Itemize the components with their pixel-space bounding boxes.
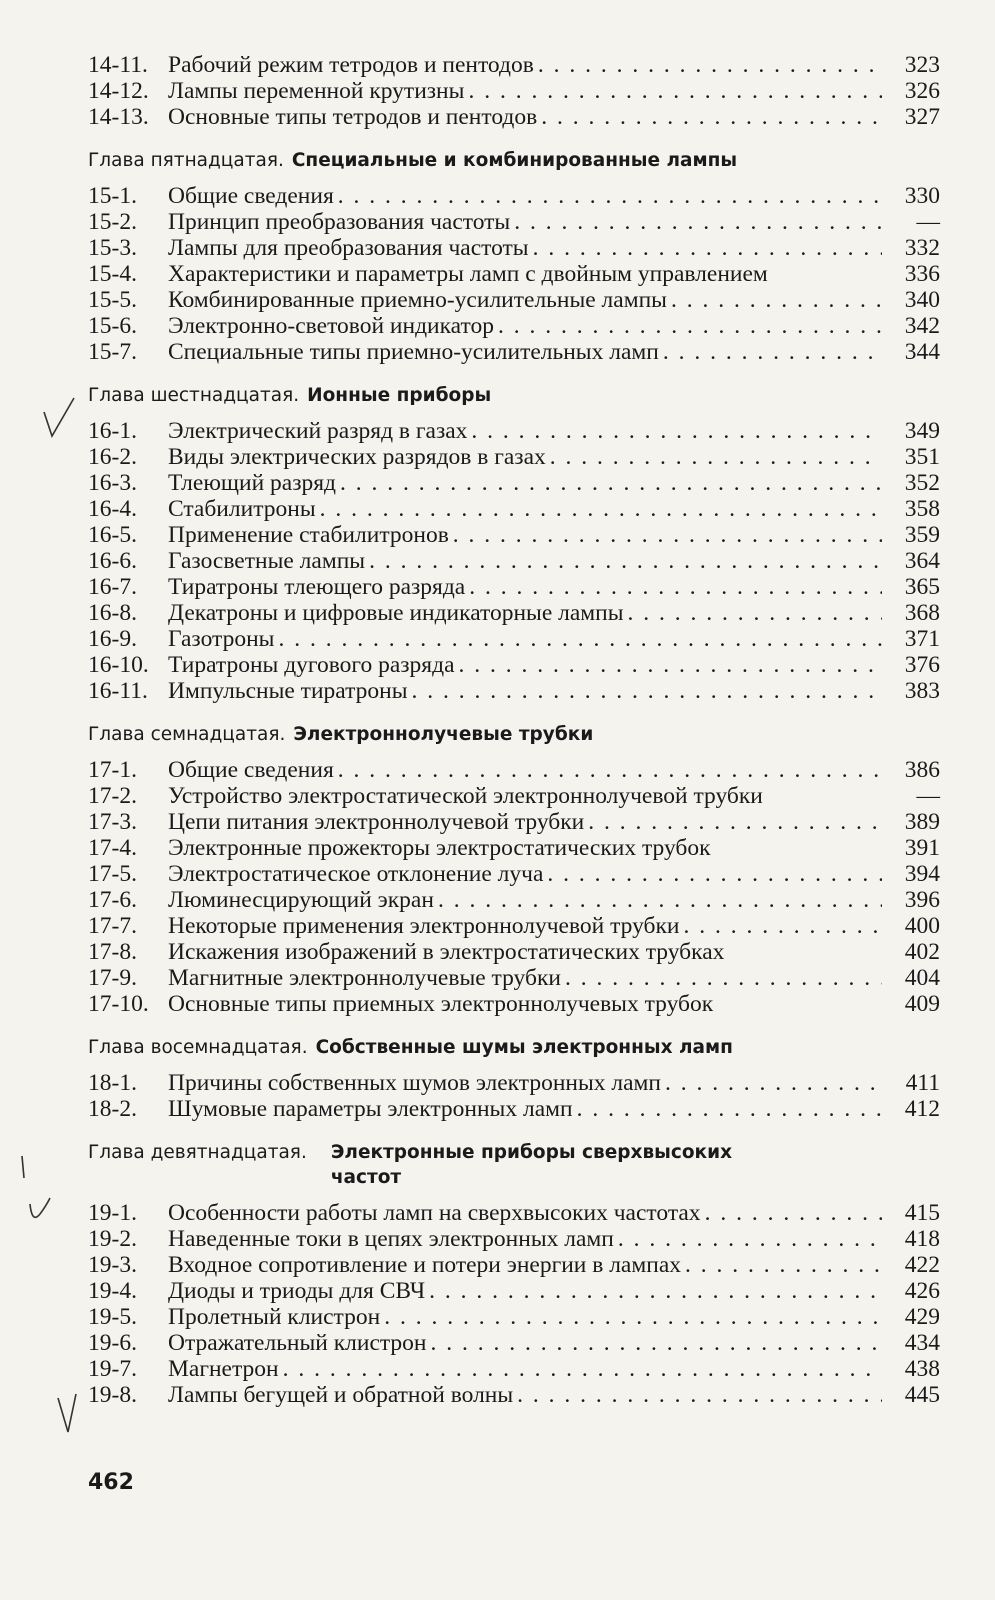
chapter-label: Глава шестнадцатая.: [88, 385, 300, 406]
leader-dots: [685, 1252, 882, 1278]
entry-title: Магнитные электроннолучевые трубки: [168, 965, 561, 991]
leader-dots: [547, 861, 882, 887]
entry-page: 396: [904, 887, 940, 913]
table-of-contents: [88, 52, 940, 1408]
entry-title: Тиратроны дугового разряда: [168, 652, 455, 678]
entry-number: 16-8.: [88, 600, 137, 626]
entry-number: 17-2.: [88, 783, 137, 809]
entry-number: 17-4.: [88, 835, 137, 861]
entry-number: 19-1.: [88, 1200, 137, 1226]
entry-page: 359: [904, 522, 940, 548]
toc-entry: [88, 783, 940, 809]
entry-title: Основные типы тетродов и пентодов: [168, 104, 538, 130]
entry-title: Пролетный клистрон: [168, 1304, 381, 1330]
chapter-label: Глава восемнадцатая.: [88, 1037, 308, 1058]
toc-entry: [88, 1226, 940, 1252]
entry-number: 16-6.: [88, 548, 137, 574]
toc-entry: [88, 235, 940, 261]
chapter-heading: [88, 1140, 940, 1190]
entry-number: 17-1.: [88, 757, 137, 783]
toc-entry: [88, 444, 940, 470]
entry-page: 336: [904, 261, 940, 287]
entry-title: Характеристики и параметры ламп с двойным управлением: [168, 261, 768, 287]
leader-dots: [459, 652, 883, 678]
entry-number: 18-2.: [88, 1096, 137, 1122]
toc-entry: [88, 835, 940, 861]
entry-page: 391: [904, 835, 940, 861]
leader-dots: [671, 287, 882, 313]
entry-number: 15-7.: [88, 339, 137, 365]
entry-title: Электростатическое отклонение луча: [168, 861, 544, 887]
entry-page: 351: [904, 444, 940, 470]
chapter-title: Ионные приборы: [307, 385, 492, 406]
entry-page: 434: [904, 1330, 940, 1356]
entry-number: 17-10.: [88, 991, 149, 1017]
entry-title: Газосветные лампы: [168, 548, 366, 574]
check-mark-icon: [16, 1152, 56, 1228]
leader-dots: [340, 470, 882, 496]
entry-number: 16-4.: [88, 496, 137, 522]
entry-title: Магнетрон: [168, 1356, 279, 1382]
leader-dots: [541, 104, 882, 130]
leader-dots: [412, 678, 882, 704]
entry-title: Искажения изображений в электростатических трубках: [168, 939, 725, 965]
entry-number: 15-4.: [88, 261, 137, 287]
entry-page: 344: [904, 339, 940, 365]
toc-entry: [88, 183, 940, 209]
entry-number: 17-3.: [88, 809, 137, 835]
entry-page: 340: [904, 287, 940, 313]
entry-page: 332: [904, 235, 940, 261]
entry-title: Электрический разряд в газах: [168, 418, 468, 444]
chapter-title: Электроннолучевые трубки: [293, 724, 594, 745]
entry-page: 415: [904, 1200, 940, 1226]
entry-page: 409: [904, 991, 940, 1017]
entry-number: 17-7.: [88, 913, 137, 939]
entry-number: 16-7.: [88, 574, 137, 600]
entry-number: 16-10.: [88, 652, 149, 678]
entry-title: Электронные прожекторы электростатических трубок: [168, 835, 711, 861]
leader-dots: [588, 809, 882, 835]
chapter-heading: [88, 722, 940, 747]
entry-number: 16-9.: [88, 626, 137, 652]
entry-page: 400: [904, 913, 940, 939]
toc-entry: [88, 861, 940, 887]
toc-entry: [88, 209, 940, 235]
chapter-title: Собственные шумы электронных ламп: [315, 1037, 733, 1058]
entry-page: 364: [904, 548, 940, 574]
chapter-title: Специальные и комбинированные лампы: [291, 150, 738, 171]
entry-title: Лампы для преобразования частоты: [168, 235, 529, 261]
entry-title: Тиратроны тлеющего разряда: [168, 574, 466, 600]
entry-number: 19-4.: [88, 1278, 137, 1304]
check-mark-icon: [54, 1390, 82, 1436]
entry-title: Устройство электростатической электроннолучевой трубки: [168, 783, 763, 809]
toc-entry: [88, 287, 940, 313]
entry-page: 383: [904, 678, 940, 704]
page-number: 462: [88, 1470, 134, 1495]
leader-dots: [338, 183, 882, 209]
toc-entry: [88, 261, 940, 287]
entry-number: 14-13.: [88, 104, 149, 130]
entry-page: 445: [904, 1382, 940, 1408]
toc-entry: [88, 600, 940, 626]
toc-entry: [88, 991, 940, 1017]
entry-page: 418: [904, 1226, 940, 1252]
leader-dots: [517, 1382, 882, 1408]
entry-number: 15-3.: [88, 235, 137, 261]
entry-title: Цепи питания электроннолучевой трубки: [168, 809, 585, 835]
toc-entry: [88, 339, 940, 365]
entry-page: 330: [904, 183, 940, 209]
entry-number: 17-9.: [88, 965, 137, 991]
chapter-label: Глава девятнадцатая.: [88, 1142, 307, 1163]
leader-dots: [628, 600, 882, 626]
leader-dots: [550, 444, 882, 470]
check-mark-icon: [40, 394, 80, 440]
entry-page: 342: [904, 313, 940, 339]
toc-entry: [88, 1252, 940, 1278]
leader-dots: [338, 757, 882, 783]
entry-title: Виды электрических разрядов в газах: [168, 444, 546, 470]
entry-page: 438: [904, 1356, 940, 1382]
entry-number: 19-2.: [88, 1226, 137, 1252]
entry-number: 14-12.: [88, 78, 149, 104]
entry-number: 18-1.: [88, 1070, 137, 1096]
entry-page: 411: [905, 1070, 940, 1096]
toc-entry: [88, 678, 940, 704]
entry-page: 326: [904, 78, 940, 104]
entry-title: Рабочий режим тетродов и пентодов: [168, 52, 534, 78]
leader-dots: [665, 1070, 882, 1096]
toc-entry: [88, 78, 940, 104]
leader-dots: [577, 1096, 882, 1122]
entry-title: Импульсные тиратроны: [168, 678, 408, 704]
entry-title: Применение стабилитронов: [168, 522, 449, 548]
entry-page: 368: [904, 600, 940, 626]
entry-number: 19-8.: [88, 1382, 137, 1408]
chapter-heading: [88, 1035, 940, 1060]
toc-entry: [88, 574, 940, 600]
toc-entry: [88, 548, 940, 574]
toc-entry: [88, 1304, 940, 1330]
entry-number: 16-2.: [88, 444, 137, 470]
entry-title: Общие сведения: [168, 757, 334, 783]
entry-number: 19-6.: [88, 1330, 137, 1356]
toc-entry: [88, 626, 940, 652]
toc-entry: [88, 913, 940, 939]
entry-title: Входное сопротивление и потери энергии в лампах: [168, 1252, 681, 1278]
entry-title: Особенности работы ламп на сверхвысоких частотах: [168, 1200, 701, 1226]
entry-page: 327: [904, 104, 940, 130]
entry-title: Специальные типы приемно-усилительных ламп: [168, 339, 659, 365]
toc-entry: [88, 496, 940, 522]
entry-page: 358: [904, 496, 940, 522]
toc-entry: [88, 313, 940, 339]
entry-number: 15-5.: [88, 287, 137, 313]
leader-dots: [618, 1226, 882, 1252]
entry-title: Лампы бегущей и обратной волны: [168, 1382, 514, 1408]
entry-number: 19-3.: [88, 1252, 137, 1278]
leader-dots: [369, 548, 882, 574]
entry-title: Люминесцирующий экран: [168, 887, 434, 913]
leader-dots: [498, 313, 882, 339]
entry-page: 394: [904, 861, 940, 887]
entry-page: 426: [904, 1278, 940, 1304]
entry-title: Декатроны и цифровые индикаторные лампы: [168, 600, 624, 626]
entry-number: 14-11.: [88, 52, 148, 78]
entry-page: 412: [904, 1096, 940, 1122]
toc-entry: [88, 757, 940, 783]
entry-page: 323: [904, 52, 940, 78]
leader-dots: [538, 52, 882, 78]
entry-page: 371: [904, 626, 940, 652]
leader-dots: [663, 339, 882, 365]
entry-page: 402: [904, 939, 940, 965]
entry-page: 389: [904, 809, 940, 835]
entry-title: Тлеющий разряд: [168, 470, 336, 496]
entry-page: 349: [904, 418, 940, 444]
entry-title: Электронно-световой индикатор: [168, 313, 494, 339]
leader-dots: [384, 1304, 882, 1330]
leader-dots: [278, 626, 882, 652]
entry-number: 19-5.: [88, 1304, 137, 1330]
entry-page: 429: [904, 1304, 940, 1330]
entry-title: Комбинированные приемно-усилительные лампы: [168, 287, 667, 313]
toc-entry: [88, 809, 940, 835]
leader-dots: [320, 496, 882, 522]
chapter-heading: [88, 383, 940, 408]
toc-entry: [88, 965, 940, 991]
entry-page: 365: [904, 574, 940, 600]
entry-page: 352: [904, 470, 940, 496]
entry-number: 17-8.: [88, 939, 137, 965]
entry-title: Шумовые параметры электронных ламп: [168, 1096, 573, 1122]
entry-title: Отражательный клистрон: [168, 1330, 427, 1356]
entry-page: 422: [904, 1252, 940, 1278]
toc-entry: [88, 52, 940, 78]
toc-entry: [88, 887, 940, 913]
entry-number: 16-3.: [88, 470, 137, 496]
chapter-heading: [88, 148, 940, 173]
toc-entry: [88, 652, 940, 678]
entry-title: Стабилитроны: [168, 496, 316, 522]
entry-number: 17-6.: [88, 887, 137, 913]
leader-dots: [471, 418, 882, 444]
toc-entry: [88, 939, 940, 965]
chapter-label: Глава семнадцатая.: [88, 724, 286, 745]
entry-title: Общие сведения: [168, 183, 334, 209]
leader-dots: [565, 965, 882, 991]
leader-dots: [438, 887, 882, 913]
entry-number: 16-11.: [88, 678, 148, 704]
entry-title: Наведенные токи в цепях электронных ламп: [168, 1226, 614, 1252]
entry-title: Некоторые применения электроннолучевой трубки: [168, 913, 680, 939]
toc-entry: [88, 104, 940, 130]
leader-dots: [431, 1330, 882, 1356]
toc-entry: [88, 1096, 940, 1122]
entry-number: 15-2.: [88, 209, 137, 235]
entry-page: —: [916, 783, 940, 809]
entry-title: Причины собственных шумов электронных ламп: [168, 1070, 662, 1096]
entry-number: 19-7.: [88, 1356, 137, 1382]
entry-title: Диоды и триоды для СВЧ: [168, 1278, 426, 1304]
toc-entry: [88, 1200, 940, 1226]
leader-dots: [468, 78, 882, 104]
entry-title: Принцип преобразования частоты: [168, 209, 511, 235]
entry-page: 386: [904, 757, 940, 783]
entry-title: Лампы переменной крутизны: [168, 78, 465, 104]
toc-entry: [88, 1330, 940, 1356]
entry-title: Газотроны: [168, 626, 275, 652]
toc-entry: [88, 470, 940, 496]
entry-number: 16-1.: [88, 418, 137, 444]
toc-entry: [88, 1070, 940, 1096]
entry-page: 376: [904, 652, 940, 678]
leader-dots: [283, 1356, 882, 1382]
leader-dots: [514, 209, 882, 235]
leader-dots: [533, 235, 882, 261]
toc-entry: [88, 1356, 940, 1382]
entry-number: 17-5.: [88, 861, 137, 887]
leader-dots: [705, 1200, 882, 1226]
entry-page: —: [916, 209, 940, 235]
leader-dots: [453, 522, 882, 548]
leader-dots: [684, 913, 883, 939]
toc-entry: [88, 418, 940, 444]
leader-dots: [469, 574, 882, 600]
chapter-label: Глава пятнадцатая.: [88, 150, 284, 171]
entry-number: 16-5.: [88, 522, 137, 548]
toc-entry: [88, 1278, 940, 1304]
leader-dots: [429, 1278, 882, 1304]
toc-entry: [88, 1382, 940, 1408]
entry-title: Основные типы приемных электроннолучевых трубок: [168, 991, 714, 1017]
entry-number: 15-1.: [88, 183, 137, 209]
toc-entry: [88, 522, 940, 548]
entry-page: 404: [904, 965, 940, 991]
chapter-title: Электронные приборы сверхвысоких частот: [330, 1142, 733, 1188]
entry-number: 15-6.: [88, 313, 137, 339]
